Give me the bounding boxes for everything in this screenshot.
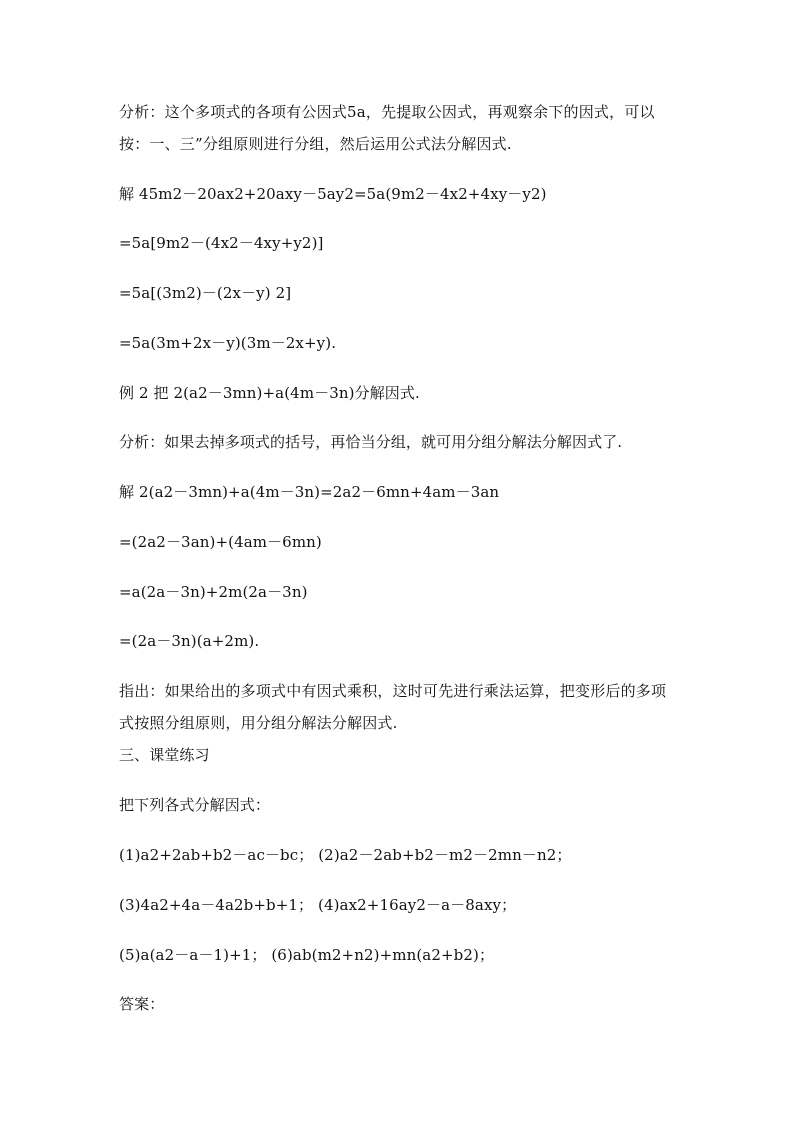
solution-line-1: 解 45m2－20ax2+20axy－5ay2=5a(9m2－4x2+4xy－y2) [119, 185, 547, 203]
solution-step-1b: =5a[(3m2)－(2x－y) 2] [119, 284, 292, 302]
example-2-title: 例 2 把 2(a2－3mn)+a(4m－3n)分解因式. [119, 384, 420, 402]
analysis-paragraph-1: 分析：这个多项式的各项有公因式5a，先提取公因式，再观察余下的因式，可以按：一、三”分组原则进行分组，然后运用公式法分解因式. [119, 103, 655, 153]
analysis-paragraph-2: 分析：如果去掉多项式的括号，再恰当分组，就可用分组分解法分解因式了. [119, 433, 623, 451]
solution-step-2a: =(2a2－3an)+(4am－6mn) [119, 533, 322, 551]
note-paragraph: 指出：如果给出的多项式中有因式乘积，这时可先进行乘法运算，把变形后的多项式按照分组原则，用分组分解法分解因式. [119, 682, 667, 732]
answers-label: 答案： [119, 995, 165, 1013]
solution-step-2c: =(2a－3n)(a+2m). [119, 632, 260, 650]
exercise-line-2: (3)4a2+4a－4a2b+b+1； (4)ax2+16ay2－a－8axy； [119, 896, 517, 914]
exercise-line-1: (1)a2+2ab+b2－ac－bc； (2)a2－2ab+b2－m2－2mn－n2； [119, 846, 572, 864]
exercise-intro: 把下列各式分解因式： [119, 796, 271, 814]
solution-line-2: 解 2(a2－3mn)+a(4m－3n)=2a2－6mn+4am－3an [119, 483, 500, 501]
solution-step-1c: =5a(3m+2x－y)(3m－2x+y). [119, 334, 337, 352]
solution-step-1a: =5a[9m2－(4x2－4xy+y2)] [119, 234, 324, 252]
section-3-heading: 三、课堂练习 [119, 746, 210, 764]
exercise-line-3: (5)a(a2－a－1)+1； (6)ab(m2+n2)+mn(a2+b2)； [119, 946, 495, 964]
solution-step-2b: =a(2a－3n)+2m(2a－3n) [119, 583, 308, 601]
